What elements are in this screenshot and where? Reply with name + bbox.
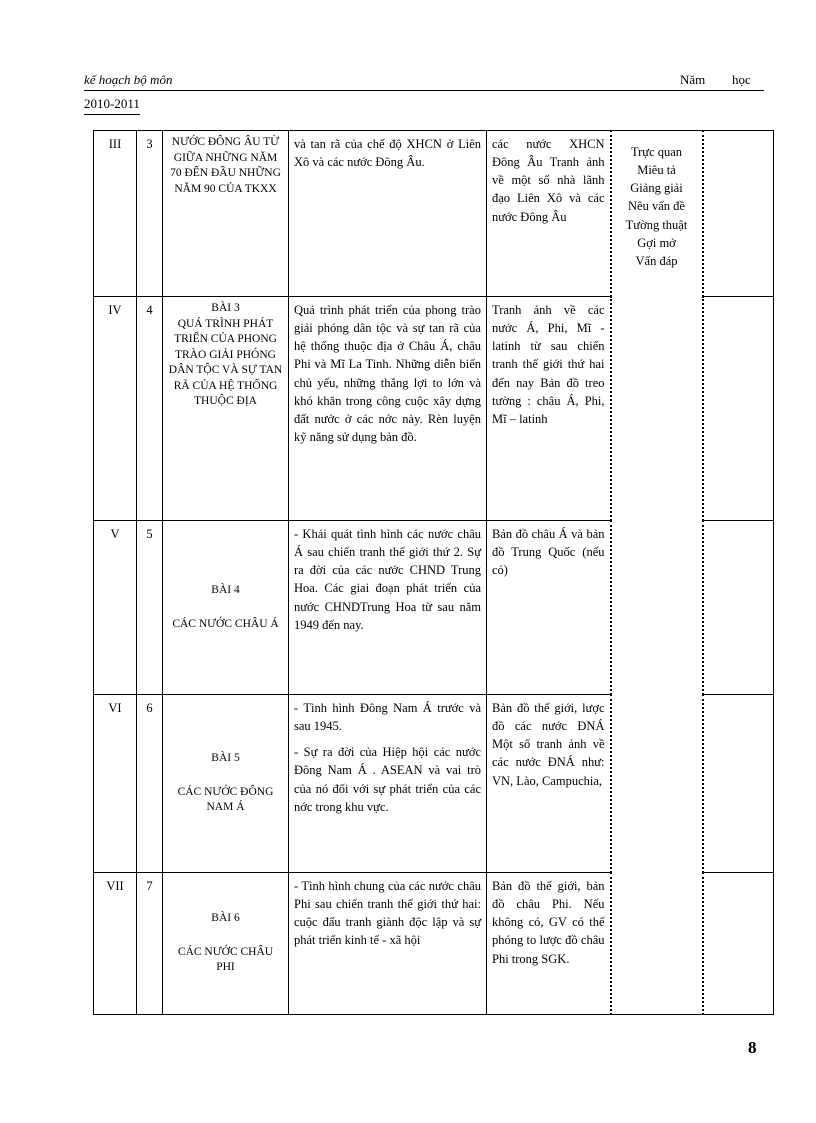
lesson-number-cell: 6 — [137, 695, 163, 873]
lesson-number-cell: 3 — [137, 131, 163, 297]
method-item: Miêu tả — [637, 163, 676, 178]
header-right-b: học — [732, 72, 751, 87]
teaching-aids-cell: Tranh ảnh về các nước Á, Phi, Mĩ - latinh từ sau chiến tranh thế giới thứ hai đến nay Bản đồ treo tường : châu Á, Phi, Mĩ – latinh — [487, 297, 611, 521]
lesson-title: NƯỚC ĐÔNG ÂU TỪ GIỮA NHỮNG NĂM 70 ĐẾN ĐẦU NHỮNG NĂM 90 CỦA TKXX — [170, 136, 281, 195]
teaching-aids-cell: Bản đồ thế giới, lược đồ các nước ĐNÁ Một số tranh ảnh về các nước ĐNÁ như: VN, Lào, Campuchia, — [487, 695, 611, 873]
method-item: Trực quan — [630, 145, 683, 159]
week-cell: V — [94, 521, 137, 695]
lesson-title-cell — [163, 873, 289, 1015]
title-gap — [168, 599, 283, 617]
lesson-title-cell — [163, 297, 289, 521]
title-gap — [168, 767, 283, 785]
method-item: Nêu vấn đề — [628, 199, 685, 214]
lesson-number-cell: 7 — [137, 873, 163, 1015]
lesson-title: CÁC NƯỚC CHÂU PHI — [177, 945, 274, 974]
title-gap — [168, 927, 283, 945]
lesson-number-cell: 4 — [137, 297, 163, 521]
lesson-number-cell: 5 — [137, 521, 163, 695]
notes-cell — [703, 695, 774, 873]
notes-cell — [703, 873, 774, 1015]
content-text: - Tình hình chung của các nước châu Phi sau chiến tranh thế giới thứ hai: cuộc đấu tranh giành độc lập và sự phát triển kinh tế - xã hội — [294, 879, 481, 948]
notes-cell — [703, 297, 774, 521]
lesson-title: QUÁ TRÌNH PHÁT TRIỂN CỦA PHONG TRÀO GIẢI PHÓNG DÂN TỘC VÀ SỰ TAN RÃ CỦA HỆ THỐNG THUỘC ĐỊA — [168, 317, 283, 408]
content-text: và tan rã của chế độ XHCN ở Liên Xô và các nước Đông Âu. — [294, 137, 481, 170]
week-cell: IV — [94, 297, 137, 521]
notes-cell — [703, 131, 774, 297]
header-year: 2010-2011 — [84, 96, 140, 111]
week-cell: VII — [94, 873, 137, 1015]
lesson-plan-table — [93, 130, 774, 1015]
content-cell — [289, 873, 487, 1015]
week-cell: VI — [94, 695, 137, 873]
lesson-title: CÁC NƯỚC CHÂU Á — [172, 617, 279, 630]
content-cell — [289, 695, 487, 873]
teaching-aids-cell: Bản đồ châu Á và bản đồ Trung Quốc (nếu có) — [487, 521, 611, 695]
teaching-aids-cell: Bản đồ thế giới, bản đồ châu Phi. Nếu không có, GV có thể phóng to lược đồ châu Phi trong SGK. — [487, 873, 611, 1015]
method-item: Giảng giải — [630, 181, 683, 196]
content-cell — [289, 131, 487, 297]
content-cell — [289, 521, 487, 695]
header-left: kế hoạch bộ môn — [84, 72, 173, 87]
header-year-rule — [84, 114, 140, 115]
content-text: - Tình hình Đông Nam Á trước và sau 1945. — [294, 701, 481, 734]
header-rule — [84, 90, 764, 91]
method-item: Vấn đáp — [635, 253, 678, 268]
method-item: Tường thuật — [625, 217, 688, 232]
lesson-heading: BÀI 4 — [211, 583, 240, 596]
lesson-title: CÁC NƯỚC ĐÔNG NAM Á — [177, 785, 274, 814]
content-text: Quá trình phát triển của phong trào giải phóng dân tộc và sự tan rã của hệ thống thuộc địa ở Châu Á, châu Phi và Mĩ La Tinh. Những diễn biến chủ yếu, những thắng lợi to lớn và khó khăn trong công cuộc xây dựng đất nước ở các nớc này. Rèn luyện kỹ năng sử dụng bản đồ. — [294, 303, 481, 444]
lesson-heading: BÀI 5 — [211, 752, 240, 765]
lesson-title-cell — [163, 131, 289, 297]
content-text: - Khái quát tình hình các nước châu Á sau chiến tranh thế giới thứ 2. Sự ra đời của các nước CHND Trung Hoa. Các giai đoạn phát triển của nước CHNDTrung Hoa từ sau năm 1949 đến nay. — [294, 527, 481, 632]
lesson-heading: BÀI 6 — [211, 912, 240, 925]
content-cell — [289, 297, 487, 521]
table-row — [94, 131, 774, 297]
methods-cell — [611, 131, 703, 1015]
method-item: Gợi mở — [637, 235, 676, 250]
teaching-aids-cell: các nước XHCN Đông Âu Tranh ảnh về một số nhà lãnh đạo Liên Xô và các nước Đông Âu — [487, 131, 611, 297]
page-number: 8 — [748, 1038, 757, 1057]
lesson-title-cell — [163, 695, 289, 873]
notes-cell — [703, 521, 774, 695]
header-right-a: Năm — [680, 72, 706, 87]
lesson-heading: BÀI 3 — [211, 302, 240, 314]
content-text: - Sự ra đời của Hiệp hội các nước Đông Nam Á . ASEAN và vai trò của nó đối với sự phát triển của các nớc trong khu vực. — [294, 745, 481, 814]
week-cell: III — [94, 131, 137, 297]
lesson-title-cell — [163, 521, 289, 695]
header-right — [680, 72, 764, 88]
